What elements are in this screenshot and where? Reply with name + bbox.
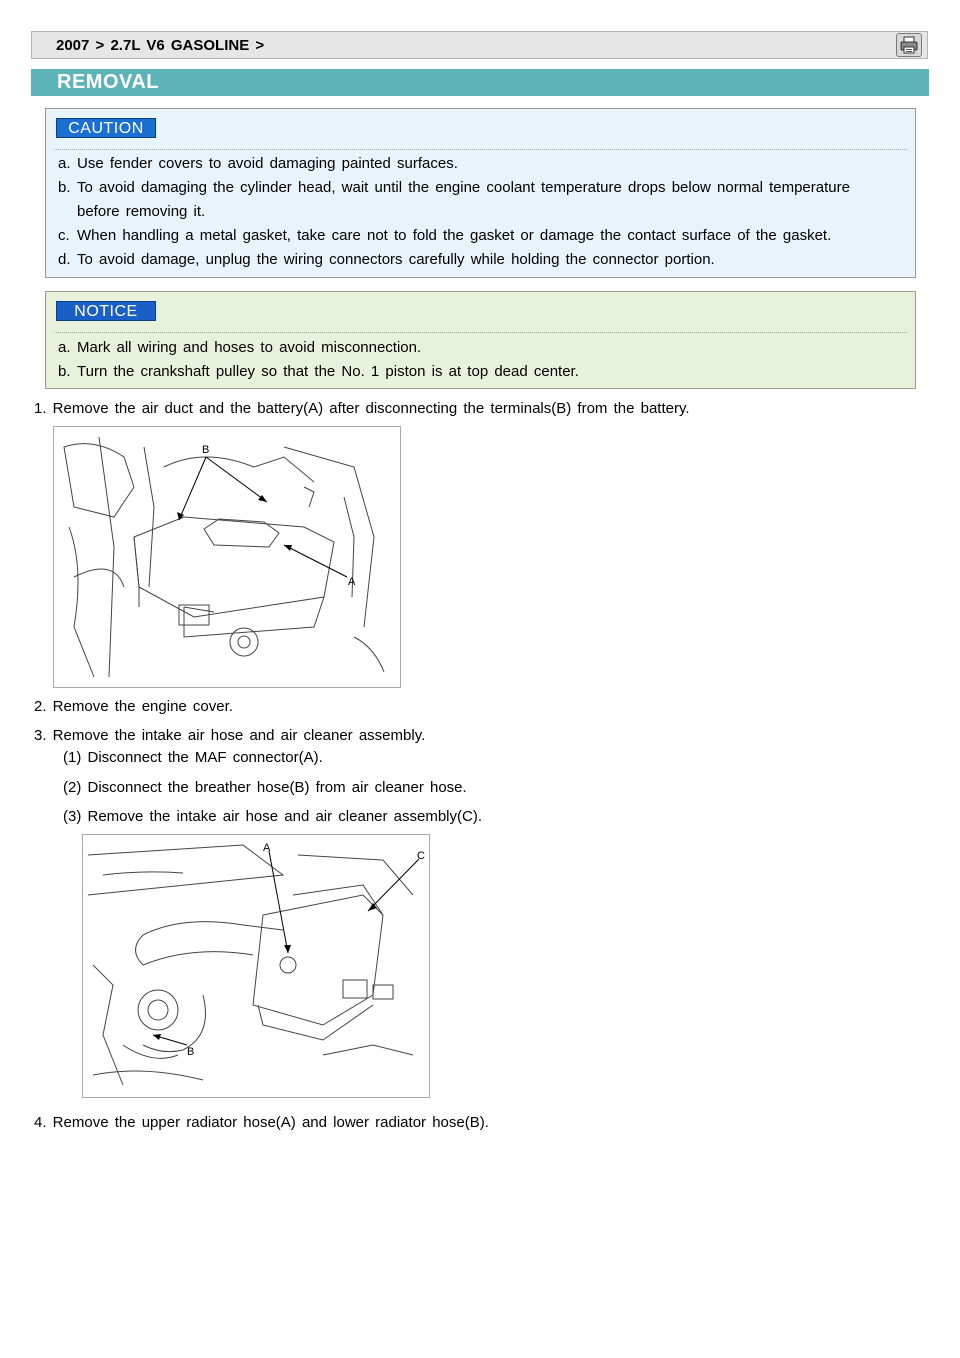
substep-2: (2) Disconnect the breather hose(B) from air cleaner hose. xyxy=(63,779,467,796)
item-label: c. xyxy=(58,227,70,244)
divider xyxy=(54,149,907,150)
substep-1: (1) Disconnect the MAF connector(A). xyxy=(63,749,323,766)
item-label: b. xyxy=(58,363,71,380)
substep-3: (3) Remove the intake air hose and air cleaner assembly(C). xyxy=(63,808,483,825)
item-text: To avoid damage, unplug the wiring connectors carefully while holding the connector portion. xyxy=(77,251,715,268)
figure-label-A: A xyxy=(263,842,271,854)
printer-icon xyxy=(897,34,921,56)
caution-box xyxy=(45,108,916,278)
step-2: 2. Remove the engine cover. xyxy=(34,698,233,715)
item-label: d. xyxy=(58,251,71,268)
notice-badge: NOTICE xyxy=(56,301,156,321)
step-1: 1. Remove the air duct and the battery(A) after disconnecting the terminals(B) from the battery. xyxy=(34,400,690,417)
breadcrumb-text: 2007 > 2.7L V6 GASOLINE > xyxy=(56,37,265,54)
air-cleaner-figure xyxy=(82,834,430,1098)
item-label: a. xyxy=(58,155,71,172)
notice-box xyxy=(45,291,916,389)
item-text: To avoid damaging the cylinder head, wait until the engine coolant temperature drops below normal temperature before removing it. xyxy=(77,179,850,220)
air-cleaner-diagram xyxy=(83,835,429,1097)
item-text: When handling a metal gasket, take care not to fold the gasket or damage the contact surface of the gasket. xyxy=(77,227,832,244)
section-title: REMOVAL xyxy=(57,71,160,93)
battery-figure xyxy=(53,426,401,688)
figure-label-B: B xyxy=(187,1046,195,1058)
section-banner xyxy=(31,69,929,96)
item-text: Use fender covers to avoid damaging painted surfaces. xyxy=(77,155,458,172)
step-4: 4. Remove the upper radiator hose(A) and lower radiator hose(B). xyxy=(34,1114,489,1131)
item-text: Mark all wiring and hoses to avoid misconnection. xyxy=(77,339,422,356)
caution-badge: CAUTION xyxy=(56,118,156,138)
step-3: 3. Remove the intake air hose and air cleaner assembly. xyxy=(34,727,426,744)
breadcrumb xyxy=(31,31,928,59)
battery-diagram xyxy=(54,427,400,687)
item-text: Turn the crankshaft pulley so that the No. 1 piston is at top dead center. xyxy=(77,363,579,380)
figure-label-C: C xyxy=(417,850,425,862)
divider xyxy=(54,332,907,333)
print-button[interactable] xyxy=(896,33,922,57)
figure-label-B: B xyxy=(202,444,210,456)
item-label: a. xyxy=(58,339,71,356)
figure-label-A: A xyxy=(348,576,356,588)
item-label: b. xyxy=(58,179,71,196)
